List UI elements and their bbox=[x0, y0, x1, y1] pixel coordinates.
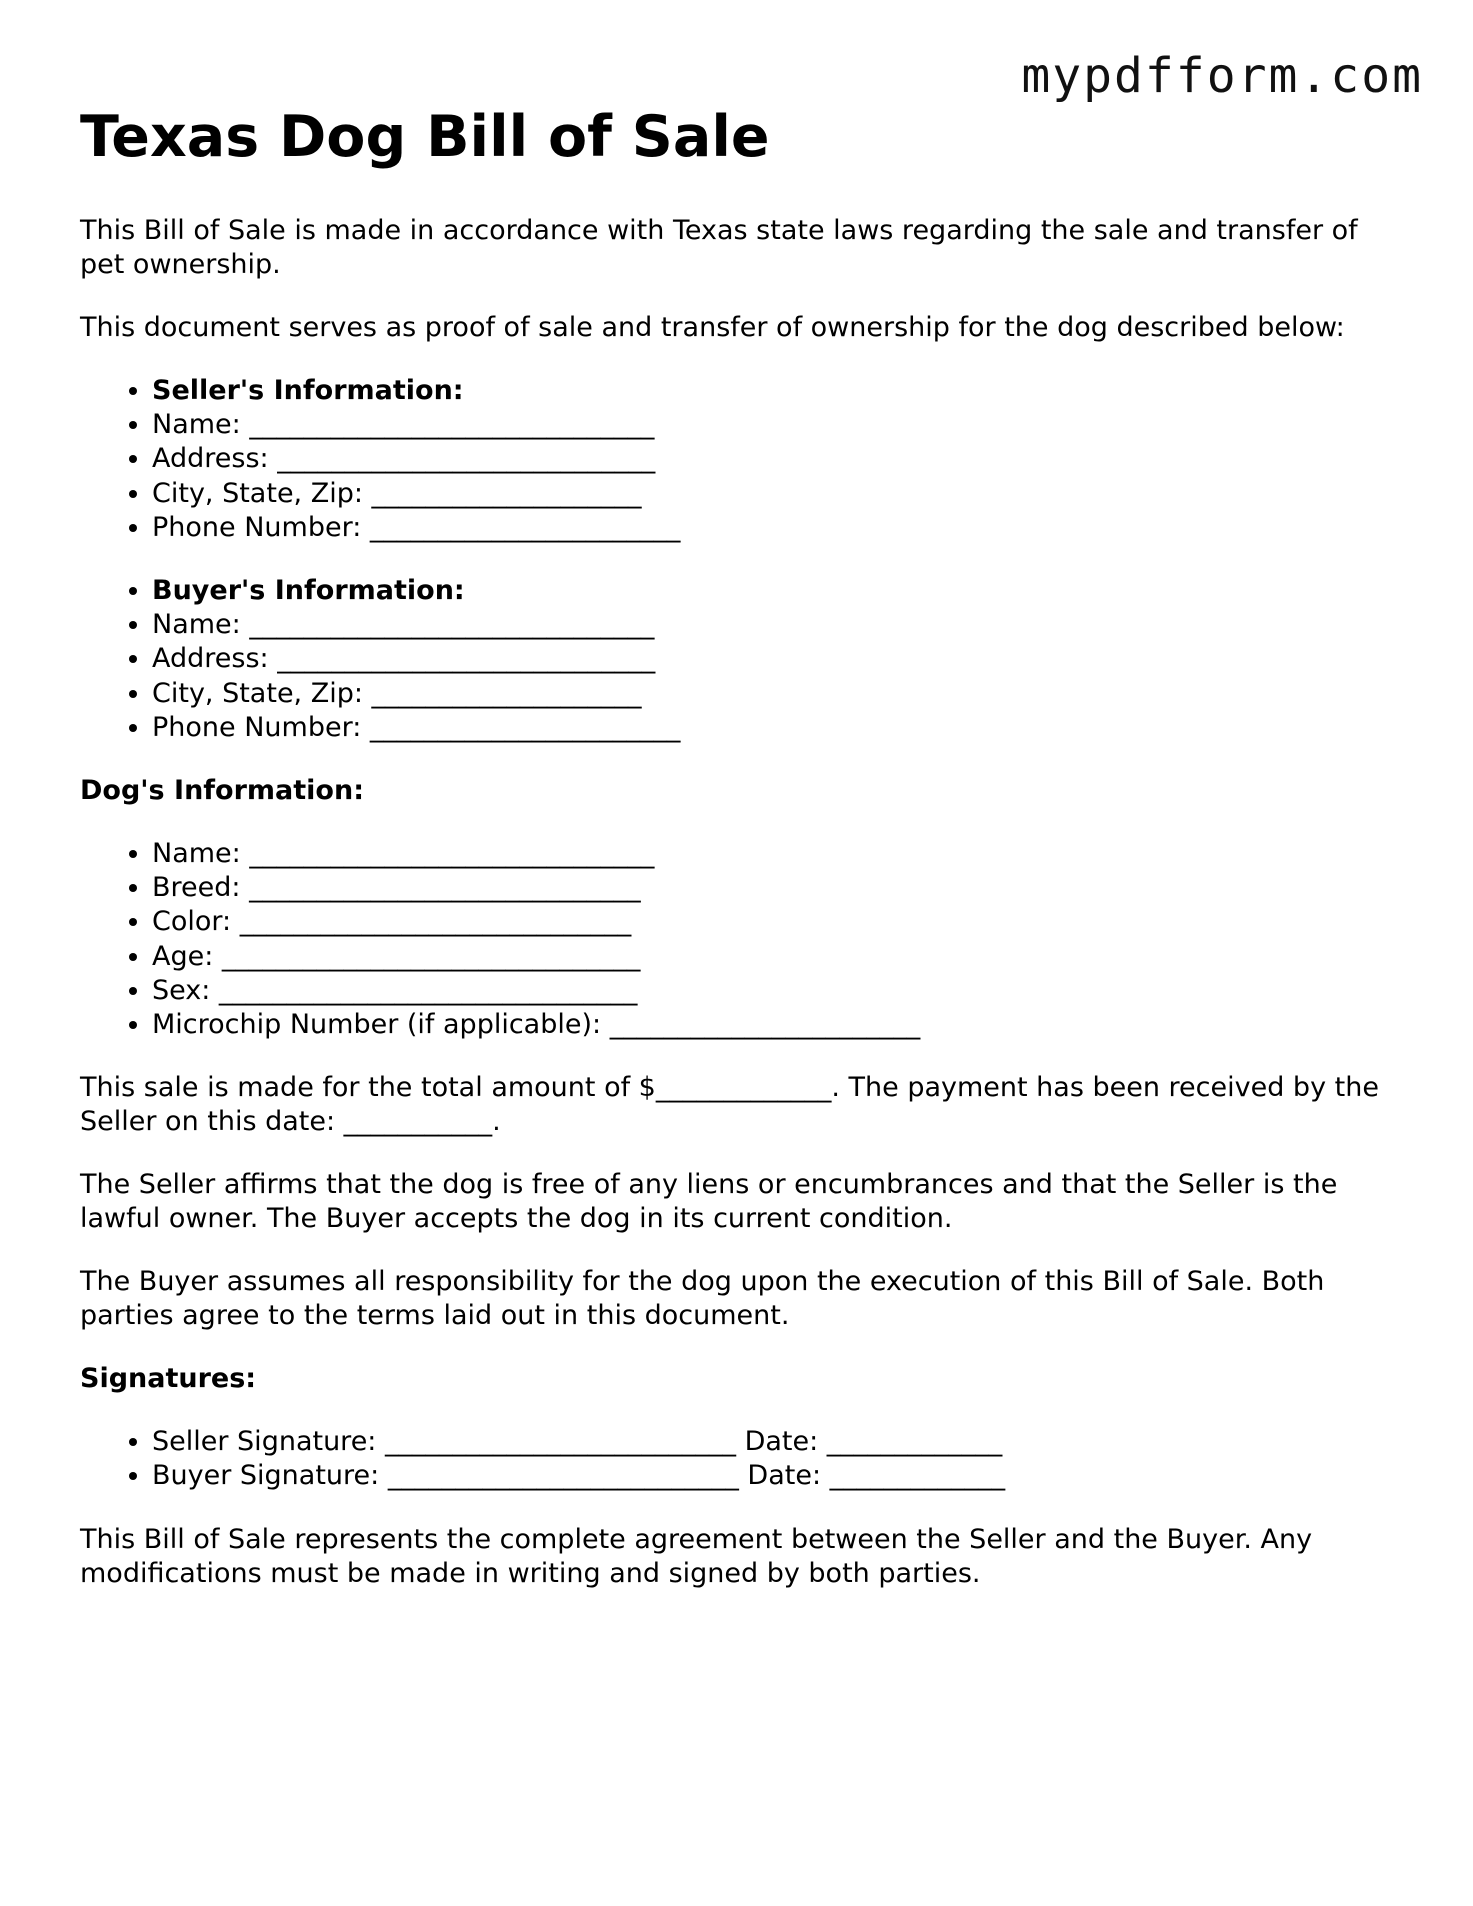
buyer-city-field: • City, State, Zip: ____________________ bbox=[152, 677, 1393, 711]
seller-info-list bbox=[80, 374, 1393, 545]
buyer-name-field: • Name: ______________________________ bbox=[152, 608, 1393, 642]
dog-info-list bbox=[80, 837, 1393, 1042]
signatures-list bbox=[80, 1425, 1393, 1493]
dog-microchip-field: • Microchip Number (if applicable): _______________________ bbox=[152, 1008, 1393, 1042]
closing-paragraph: This Bill of Sale represents the complete agreement between the Seller and the Buyer. Any modifications must be made in writing and signed by both parties. bbox=[80, 1523, 1313, 1589]
affirmation-paragraph: The Seller affirms that the dog is free of any liens or encumbrances and that the Seller is the lawful owner. The Buyer accepts the dog in its current condition. bbox=[80, 1169, 1338, 1235]
seller-info-heading: • Seller's Information: bbox=[152, 374, 1393, 408]
payment-paragraph: This sale is made for the total amount of $_____________. The payment has been received by the Seller on this date: ___________. bbox=[80, 1072, 1379, 1138]
seller-city-field: • City, State, Zip: ____________________ bbox=[152, 477, 1393, 511]
dog-breed-field: • Breed: _____________________________ bbox=[152, 871, 1393, 905]
buyer-signature-line: • Buyer Signature: __________________________ Date: _____________ bbox=[152, 1459, 1393, 1493]
intro-paragraph-1: This Bill of Sale is made in accordance with Texas state laws regarding the sale and transfer of pet ownership. bbox=[80, 215, 1358, 280]
intro-paragraph-2: This document serves as proof of sale and transfer of ownership for the dog described below: bbox=[80, 312, 1345, 343]
dog-name-field: • Name: ______________________________ bbox=[152, 837, 1393, 871]
buyer-info-heading: • Buyer's Information: bbox=[152, 574, 1393, 608]
dog-sex-field: • Sex: _______________________________ bbox=[152, 974, 1393, 1008]
buyer-phone-field: • Phone Number: _______________________ bbox=[152, 711, 1393, 745]
signatures-heading: Signatures: bbox=[80, 1363, 257, 1395]
seller-address-field: • Address: ____________________________ bbox=[152, 442, 1393, 476]
seller-name-field: • Name: ______________________________ bbox=[152, 408, 1393, 442]
dog-color-field: • Color: _____________________________ bbox=[152, 905, 1393, 939]
buyer-info-list bbox=[80, 574, 1393, 745]
responsibility-paragraph: The Buyer assumes all responsibility for the dog upon the execution of this Bill of Sale. Both parties agree to the terms laid out in this document. bbox=[80, 1266, 1325, 1332]
watermark: mypdfform.com bbox=[1021, 48, 1423, 104]
seller-phone-field: • Phone Number: _______________________ bbox=[152, 511, 1393, 545]
buyer-address-field: • Address: ____________________________ bbox=[152, 642, 1393, 676]
seller-signature-line: • Seller Signature: __________________________ Date: _____________ bbox=[152, 1425, 1393, 1459]
dog-age-field: • Age: _______________________________ bbox=[152, 940, 1393, 974]
page-title: Texas Dog Bill of Sale bbox=[80, 104, 770, 170]
dog-info-heading: Dog's Information: bbox=[80, 775, 364, 807]
